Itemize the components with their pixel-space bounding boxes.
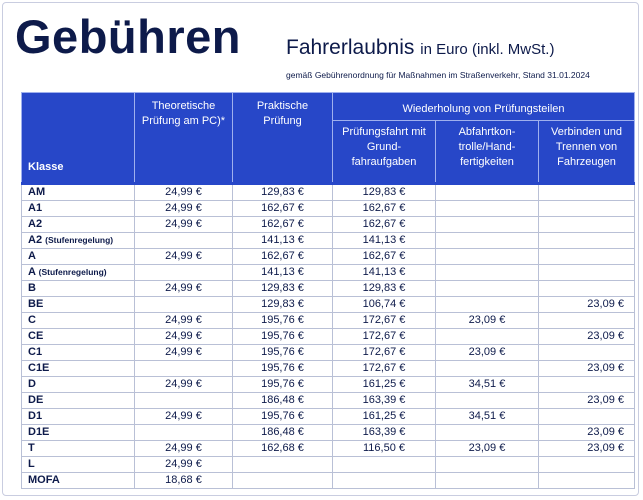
cell-abfahrt: [436, 425, 539, 441]
table-row: [22, 201, 635, 217]
table-row: [22, 184, 635, 201]
cell-klasse: [22, 345, 135, 361]
table-row: [22, 441, 635, 457]
cell-grundfahr: 172,67 €: [333, 329, 436, 345]
cell-klasse: [22, 361, 135, 377]
klasse-label: AM: [28, 186, 46, 198]
cell-praxis: 195,76 €: [233, 345, 333, 361]
table-row: [22, 297, 635, 313]
cell-verbinden: 23,09 €: [539, 329, 635, 345]
klasse-label: A: [28, 250, 36, 262]
cell-grundfahr: 163,39 €: [333, 425, 436, 441]
page-title: Gebühren: [15, 10, 241, 63]
cell-abfahrt: [436, 393, 539, 409]
cell-verbinden: [539, 184, 635, 201]
klasse-label: D1: [28, 410, 43, 422]
cell-abfahrt: 23,09 €: [436, 345, 539, 361]
cell-abfahrt: 34,51 €: [436, 377, 539, 393]
cell-klasse: [22, 249, 135, 265]
cell-theorie: [135, 361, 233, 377]
klasse-label: D: [28, 378, 36, 390]
cell-theorie: 24,99 €: [135, 249, 233, 265]
klasse-sub-label: (Stufenregelung): [45, 235, 114, 245]
klasse-label: D1E: [28, 426, 50, 438]
cell-praxis: 186,48 €: [233, 425, 333, 441]
cell-abfahrt: [436, 473, 539, 489]
fee-table-header: [22, 93, 635, 184]
cell-verbinden: [539, 201, 635, 217]
table-row: [22, 425, 635, 441]
cell-praxis: 129,83 €: [233, 297, 333, 313]
fee-table: [21, 92, 635, 489]
cell-verbinden: [539, 473, 635, 489]
cell-praxis: 162,67 €: [233, 249, 333, 265]
cell-grundfahr: 161,25 €: [333, 377, 436, 393]
cell-grundfahr: 172,67 €: [333, 345, 436, 361]
cell-praxis: 129,83 €: [233, 281, 333, 297]
cell-klasse: [22, 297, 135, 313]
cell-theorie: [135, 265, 233, 281]
klasse-label: BE: [28, 298, 44, 310]
cell-theorie: 24,99 €: [135, 377, 233, 393]
cell-klasse: [22, 377, 135, 393]
cell-verbinden: [539, 409, 635, 425]
cell-verbinden: 23,09 €: [539, 297, 635, 313]
cell-praxis: 141,13 €: [233, 265, 333, 281]
cell-grundfahr: [333, 457, 436, 473]
cell-abfahrt: [436, 265, 539, 281]
cell-theorie: 24,99 €: [135, 441, 233, 457]
cell-theorie: 24,99 €: [135, 201, 233, 217]
cell-grundfahr: [333, 473, 436, 489]
cell-abfahrt: 23,09 €: [436, 313, 539, 329]
col-header-abfahrt: Abfahrtkon-trolle/Hand-fertigkeiten: [436, 121, 539, 184]
cell-klasse: [22, 329, 135, 345]
cell-praxis: 141,13 €: [233, 233, 333, 249]
cell-klasse: [22, 425, 135, 441]
klasse-sub-label: (Stufenregelung): [38, 267, 107, 277]
cell-abfahrt: 34,51 €: [436, 409, 539, 425]
cell-klasse: [22, 265, 135, 281]
cell-praxis: [233, 473, 333, 489]
cell-klasse: [22, 441, 135, 457]
cell-abfahrt: [436, 361, 539, 377]
cell-verbinden: [539, 281, 635, 297]
cell-grundfahr: 163,39 €: [333, 393, 436, 409]
cell-verbinden: [539, 313, 635, 329]
klasse-label: MOFA: [28, 474, 60, 486]
table-row: [22, 249, 635, 265]
klasse-label: T: [28, 442, 35, 454]
cell-praxis: 195,76 €: [233, 313, 333, 329]
cell-theorie: 24,99 €: [135, 281, 233, 297]
cell-abfahrt: [436, 184, 539, 201]
cell-verbinden: [539, 457, 635, 473]
table-row: [22, 377, 635, 393]
cell-abfahrt: [436, 457, 539, 473]
cell-klasse: [22, 184, 135, 201]
table-row: [22, 457, 635, 473]
table-row: [22, 265, 635, 281]
cell-verbinden: [539, 233, 635, 249]
cell-grundfahr: 162,67 €: [333, 217, 436, 233]
cell-abfahrt: [436, 281, 539, 297]
cell-abfahrt: 23,09 €: [436, 441, 539, 457]
cell-theorie: 24,99 €: [135, 457, 233, 473]
fee-table-body: [22, 184, 635, 489]
table-row: [22, 233, 635, 249]
cell-praxis: 162,67 €: [233, 201, 333, 217]
cell-klasse: [22, 281, 135, 297]
cell-abfahrt: [436, 217, 539, 233]
cell-theorie: 24,99 €: [135, 313, 233, 329]
cell-grundfahr: 172,67 €: [333, 313, 436, 329]
cell-grundfahr: 162,67 €: [333, 201, 436, 217]
cell-verbinden: [539, 377, 635, 393]
page-subtitle: [286, 35, 554, 63]
table-row: [22, 361, 635, 377]
cell-verbinden: [539, 217, 635, 233]
cell-klasse: [22, 409, 135, 425]
cell-theorie: 24,99 €: [135, 345, 233, 361]
klasse-label: C1: [28, 346, 43, 358]
cell-klasse: [22, 201, 135, 217]
cell-theorie: 24,99 €: [135, 217, 233, 233]
cell-theorie: 24,99 €: [135, 184, 233, 201]
cell-abfahrt: [436, 297, 539, 313]
cell-grundfahr: 161,25 €: [333, 409, 436, 425]
table-row: [22, 313, 635, 329]
klasse-label: L: [28, 458, 35, 470]
cell-grundfahr: 141,13 €: [333, 233, 436, 249]
col-header-theorie: Theoretische Prüfung am PC)*: [135, 93, 233, 184]
col-header-verbinden: Verbinden und Trennen von Fahrzeugen: [539, 121, 635, 184]
cell-klasse: [22, 217, 135, 233]
cell-verbinden: [539, 265, 635, 281]
cell-abfahrt: [436, 201, 539, 217]
klasse-label: A2: [28, 218, 43, 230]
klasse-label: C1E: [28, 362, 50, 374]
cell-theorie: 24,99 €: [135, 329, 233, 345]
cell-klasse: [22, 233, 135, 249]
table-row: [22, 281, 635, 297]
cell-grundfahr: 172,67 €: [333, 361, 436, 377]
cell-verbinden: [539, 249, 635, 265]
cell-verbinden: 23,09 €: [539, 425, 635, 441]
table-row: [22, 409, 635, 425]
cell-theorie: [135, 297, 233, 313]
cell-klasse: [22, 393, 135, 409]
col-header-grundfahr: Prüfungsfahrt mit Grund-fahraufgaben: [333, 121, 436, 184]
cell-theorie: 18,68 €: [135, 473, 233, 489]
cell-theorie: 24,99 €: [135, 409, 233, 425]
cell-klasse: [22, 473, 135, 489]
cell-grundfahr: 116,50 €: [333, 441, 436, 457]
cell-grundfahr: 129,83 €: [333, 281, 436, 297]
klasse-label: A1: [28, 202, 43, 214]
table-row: [22, 329, 635, 345]
cell-theorie: [135, 233, 233, 249]
klasse-label: DE: [28, 394, 44, 406]
cell-klasse: [22, 313, 135, 329]
klasse-label: B: [28, 282, 36, 294]
table-row: [22, 345, 635, 361]
klasse-label: CE: [28, 330, 44, 342]
cell-praxis: 195,76 €: [233, 377, 333, 393]
cell-praxis: 195,76 €: [233, 361, 333, 377]
cell-verbinden: [539, 345, 635, 361]
cell-praxis: 195,76 €: [233, 329, 333, 345]
subtitle-main: Fahrerlaubnis: [286, 36, 415, 59]
cell-praxis: 186,48 €: [233, 393, 333, 409]
col-header-wiederholung: Wiederholung von Prüfungsteilen: [333, 93, 635, 121]
cell-verbinden: 23,09 €: [539, 393, 635, 409]
cell-abfahrt: [436, 233, 539, 249]
cell-praxis: 195,76 €: [233, 409, 333, 425]
col-header-klasse: Klasse: [22, 93, 135, 184]
cell-praxis: 162,67 €: [233, 217, 333, 233]
cell-praxis: [233, 457, 333, 473]
cell-abfahrt: [436, 329, 539, 345]
subtitle-currency-note: in Euro (inkl. MwSt.): [420, 41, 555, 58]
cell-grundfahr: 141,13 €: [333, 265, 436, 281]
cell-abfahrt: [436, 249, 539, 265]
col-header-praxis: Praktische Prüfung: [233, 93, 333, 184]
regulation-note: gemäß Gebührenordnung für Maßnahmen im Straßenverkehr, Stand 31.01.2024: [286, 70, 590, 80]
table-row: [22, 393, 635, 409]
cell-praxis: 129,83 €: [233, 184, 333, 201]
cell-grundfahr: 129,83 €: [333, 184, 436, 201]
klasse-label: A2: [28, 234, 43, 246]
klasse-label: A: [28, 266, 36, 278]
cell-praxis: 162,68 €: [233, 441, 333, 457]
table-row: [22, 217, 635, 233]
cell-theorie: [135, 425, 233, 441]
cell-grundfahr: 162,67 €: [333, 249, 436, 265]
cell-theorie: [135, 393, 233, 409]
klasse-label: C: [28, 314, 36, 326]
table-row: [22, 473, 635, 489]
cell-verbinden: 23,09 €: [539, 361, 635, 377]
cell-grundfahr: 106,74 €: [333, 297, 436, 313]
cell-verbinden: 23,09 €: [539, 441, 635, 457]
cell-klasse: [22, 457, 135, 473]
